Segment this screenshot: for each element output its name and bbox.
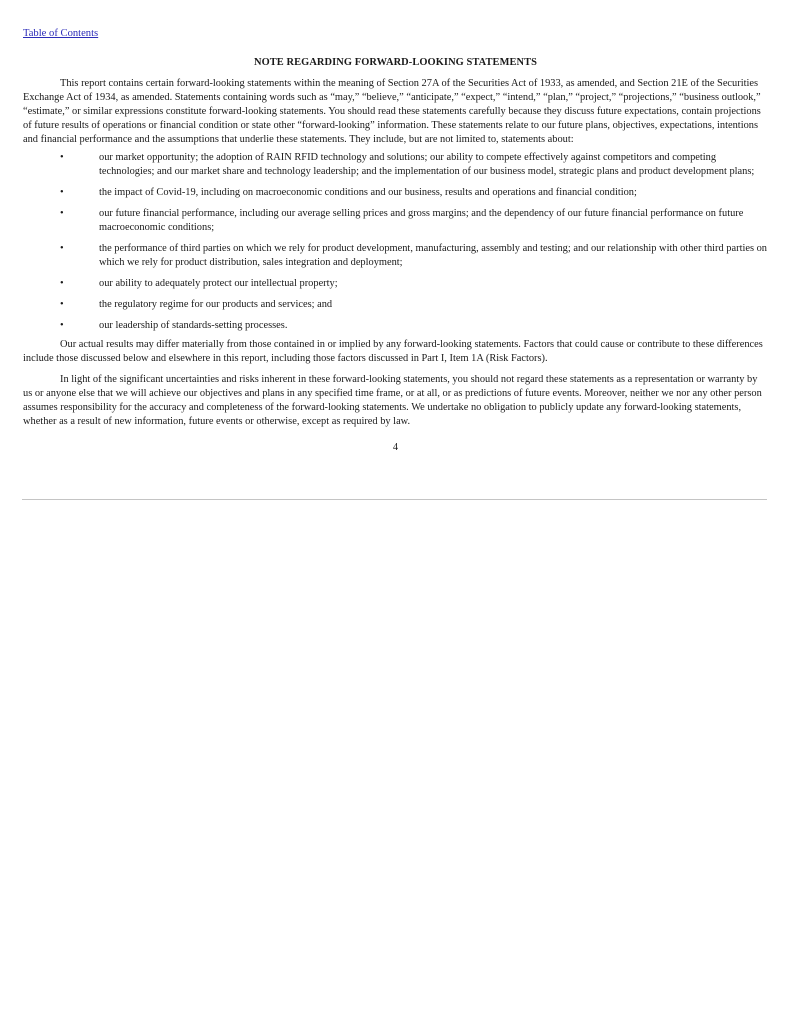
list-item-text: our market opportunity; the adoption of RAIN RFID technology and solutions; our ability to compete effectively against competitors and competing technologies; and our market share and technology leadership; and the implementation of our business model, strategic plans and product development plans; (99, 152, 755, 177)
bullet-icon: • (60, 152, 64, 163)
list-item (23, 277, 768, 291)
bullet-icon: • (60, 243, 64, 254)
list-item-text: the performance of third parties on which we rely for product development, manufacturing, assembly and testing; and our relationship with other third parties on which we rely for product distribution, sales integration and deployment; (99, 243, 767, 268)
statement-list (23, 151, 768, 333)
results-differ-paragraph: Our actual results may differ materially from those contained in or implied by any forward-looking statements. Factors that could cause or contribute to these differences include those discussed below and elsewhere in this report, including those factors discussed in Part I, Item 1A (Risk Factors). (23, 339, 763, 364)
list-item (23, 298, 768, 312)
uncertainty-paragraph: In light of the significant uncertainties and risks inherent in these forward-looking statements, you should not regard these statements as a representation or warranty by us or anyone else that we will achieve our objectives and plans in any specified time frame, or at all, or as predictions of future events. Moreover, neither we nor any other person assumes responsibility for the accuracy and completeness of the forward-looking statements. We undertake no obligation to publicly update any forward-looking statements, whether as a result of new information, future events or otherwise, except as required by law. (23, 374, 762, 427)
section-title: NOTE REGARDING FORWARD-LOOKING STATEMENTS (253, 57, 538, 68)
bullet-icon: • (60, 299, 64, 310)
list-item-text: the regulatory regime for our products and services; and (99, 299, 333, 310)
bullet-icon: • (60, 278, 64, 289)
list-item-text: our ability to adequately protect our intellectual property; (99, 278, 338, 289)
bullet-icon: • (60, 208, 64, 219)
list-item (23, 242, 768, 270)
list-item-text: our future financial performance, including our average selling prices and gross margins; and the dependency of our future financial performance on future macroeconomic conditions; (99, 208, 744, 233)
page-divider (22, 499, 767, 500)
bullet-icon: • (60, 320, 64, 331)
bullet-icon: • (60, 187, 64, 198)
list-item (23, 319, 768, 333)
document-page (23, 27, 768, 455)
page-number: 4 (392, 442, 399, 453)
list-item (23, 151, 768, 179)
list-item-text: our leadership of standards-setting processes. (99, 320, 288, 331)
list-item (23, 207, 768, 235)
list-item (23, 186, 768, 200)
table-of-contents-link[interactable]: Table of Contents (23, 28, 99, 39)
intro-paragraph: This report contains certain forward-looking statements within the meaning of Section 27A of the Securities Act of 1933, as amended, and Section 21E of the Securities Exchange Act of 1934, as amended. Statements containing words such as “may,” “believe,” “anticipate,” “expect,” “intend,” “plan,” “project,” “projections,” “business outlook,” “estimate,” or similar expressions constitute forward-looking statements. You should read these statements carefully because they discuss future expectations, contain projections of future results of operations or financial condition or state other “forward-looking” information. These statements relate to our future plans, objectives, expectations, intentions and financial performance and the assumptions that underlie these statements. They include, but are not limited to, statements about: (23, 78, 761, 145)
list-item-text: the impact of Covid-19, including on macroeconomic conditions and our business, results and operations and financial condition; (99, 187, 637, 198)
